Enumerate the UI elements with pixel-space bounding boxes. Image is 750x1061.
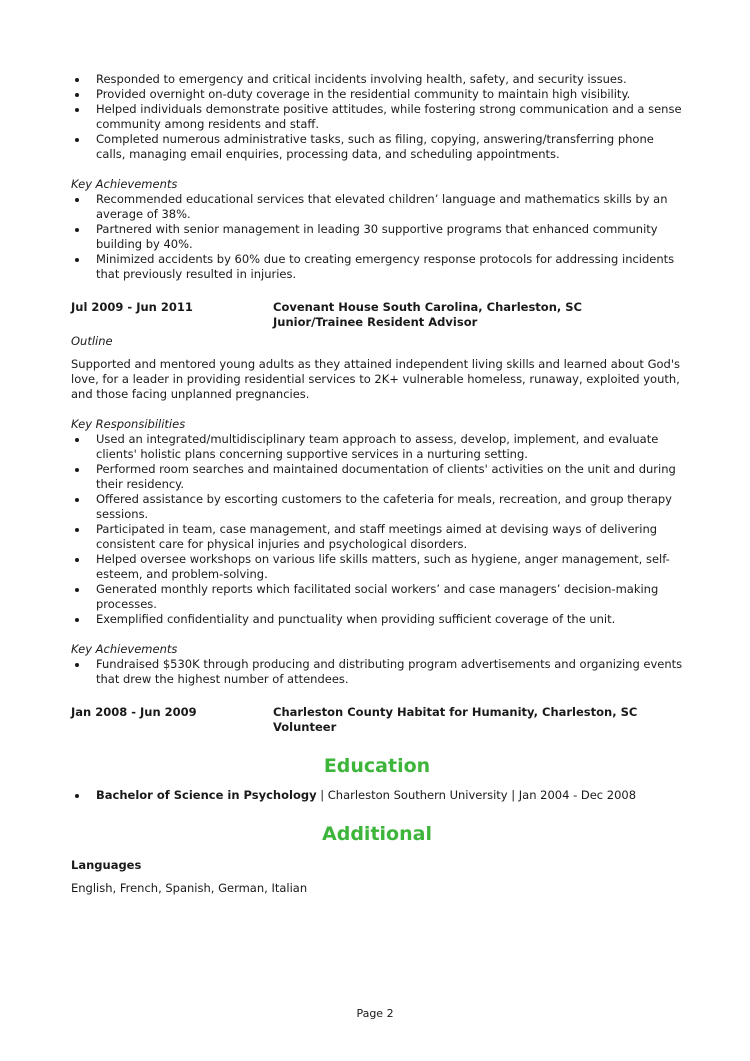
- job1-responsibilities-list: [71, 72, 683, 162]
- resume-page-2: [71, 72, 683, 896]
- job2-role: Junior/Trainee Resident Advisor: [273, 315, 478, 329]
- job2-responsibilities-label: Key Responsibilities: [71, 417, 186, 431]
- job1-achievements-list: [71, 192, 683, 282]
- education-entry: [71, 788, 683, 803]
- job2-responsibilities-list: [71, 432, 683, 627]
- job2-outline-label: Outline: [71, 334, 113, 348]
- list-item: Recommended educational services that elevated children’ language and mathematics skills by an average of 38%.: [71, 192, 683, 222]
- list-item: Completed numerous administrative tasks, such as filing, copying, answering/transferring phone calls, managing email enquiries, processing data, and scheduling appointments.: [71, 132, 683, 162]
- list-item: Helped individuals demonstrate positive attitudes, while fostering strong communication and a sense community among residents and staff.: [71, 102, 683, 132]
- list-item: Minimized accidents by 60% due to creating emergency response protocols for addressing incidents that previously resulted in injuries.: [71, 252, 683, 282]
- education-list: [71, 788, 683, 803]
- list-item: Provided overnight on-duty coverage in the residential community to maintain high visibility.: [71, 87, 683, 102]
- list-item: Used an integrated/multidisciplinary team approach to assess, develop, implement, and evaluate clients' holistic plans concerning supportive services in a nurturing setting.: [71, 432, 683, 462]
- education-degree: Bachelor of Science in Psychology: [96, 788, 317, 802]
- job3-organization: Charleston County Habitat for Humanity, Charleston, SC: [273, 705, 638, 719]
- list-item: Performed room searches and maintained documentation of clients' activities on the unit and during their residency.: [71, 462, 683, 492]
- list-item: Fundraised $530K through producing and distributing program advertisements and organizing events that drew the highest number of attendees.: [71, 657, 683, 687]
- job2-header: [71, 300, 683, 330]
- job2-employer: [273, 300, 683, 330]
- page-number: Page 2: [356, 1007, 394, 1020]
- job3-role: Volunteer: [273, 720, 337, 734]
- list-item: Generated monthly reports which facilitated social workers’ and case managers’ decision-making processes.: [71, 582, 683, 612]
- languages-text: English, French, Spanish, German, Italian: [71, 881, 308, 895]
- list-item: Offered assistance by escorting customers to the cafeteria for meals, recreation, and group therapy sessions.: [71, 492, 683, 522]
- list-item: Partnered with senior management in leading 30 supportive programs that enhanced community building by 40%.: [71, 222, 683, 252]
- job1-achievements-label: Key Achievements: [71, 177, 178, 191]
- job3-employer: [273, 705, 683, 735]
- job2-achievements-label: Key Achievements: [71, 642, 178, 656]
- job3-header: [71, 705, 683, 735]
- list-item: Helped oversee workshops on various life skills matters, such as hygiene, anger management, self-esteem, and problem-solving.: [71, 552, 683, 582]
- list-item: Responded to emergency and critical incidents involving health, safety, and security issues.: [71, 72, 683, 87]
- education-heading: Education: [323, 755, 431, 777]
- job2-dates: Jul 2009 - Jun 2011: [71, 300, 193, 314]
- job3-dates: Jan 2008 - Jun 2009: [71, 705, 197, 719]
- languages-label: Languages: [71, 858, 142, 872]
- education-details: | Charleston Southern University | Jan 2004 - Dec 2008: [316, 788, 637, 802]
- job2-outline: Supported and mentored young adults as they attained independent living skills and learned about God's love, for a leader in providing residential services to 2K+ vulnerable homeless, runaway, exploited youth, and those facing unplanned pregnancies.: [71, 357, 680, 401]
- additional-heading: Additional: [322, 823, 432, 845]
- list-item: Exemplified confidentiality and punctuality when providing sufficient coverage of the unit.: [71, 612, 683, 627]
- list-item: Participated in team, case management, and staff meetings aimed at devising ways of delivering consistent care for physical injuries and psychological disorders.: [71, 522, 683, 552]
- job2-achievements-list: [71, 657, 683, 687]
- job2-organization: Covenant House South Carolina, Charleston, SC: [273, 300, 582, 314]
